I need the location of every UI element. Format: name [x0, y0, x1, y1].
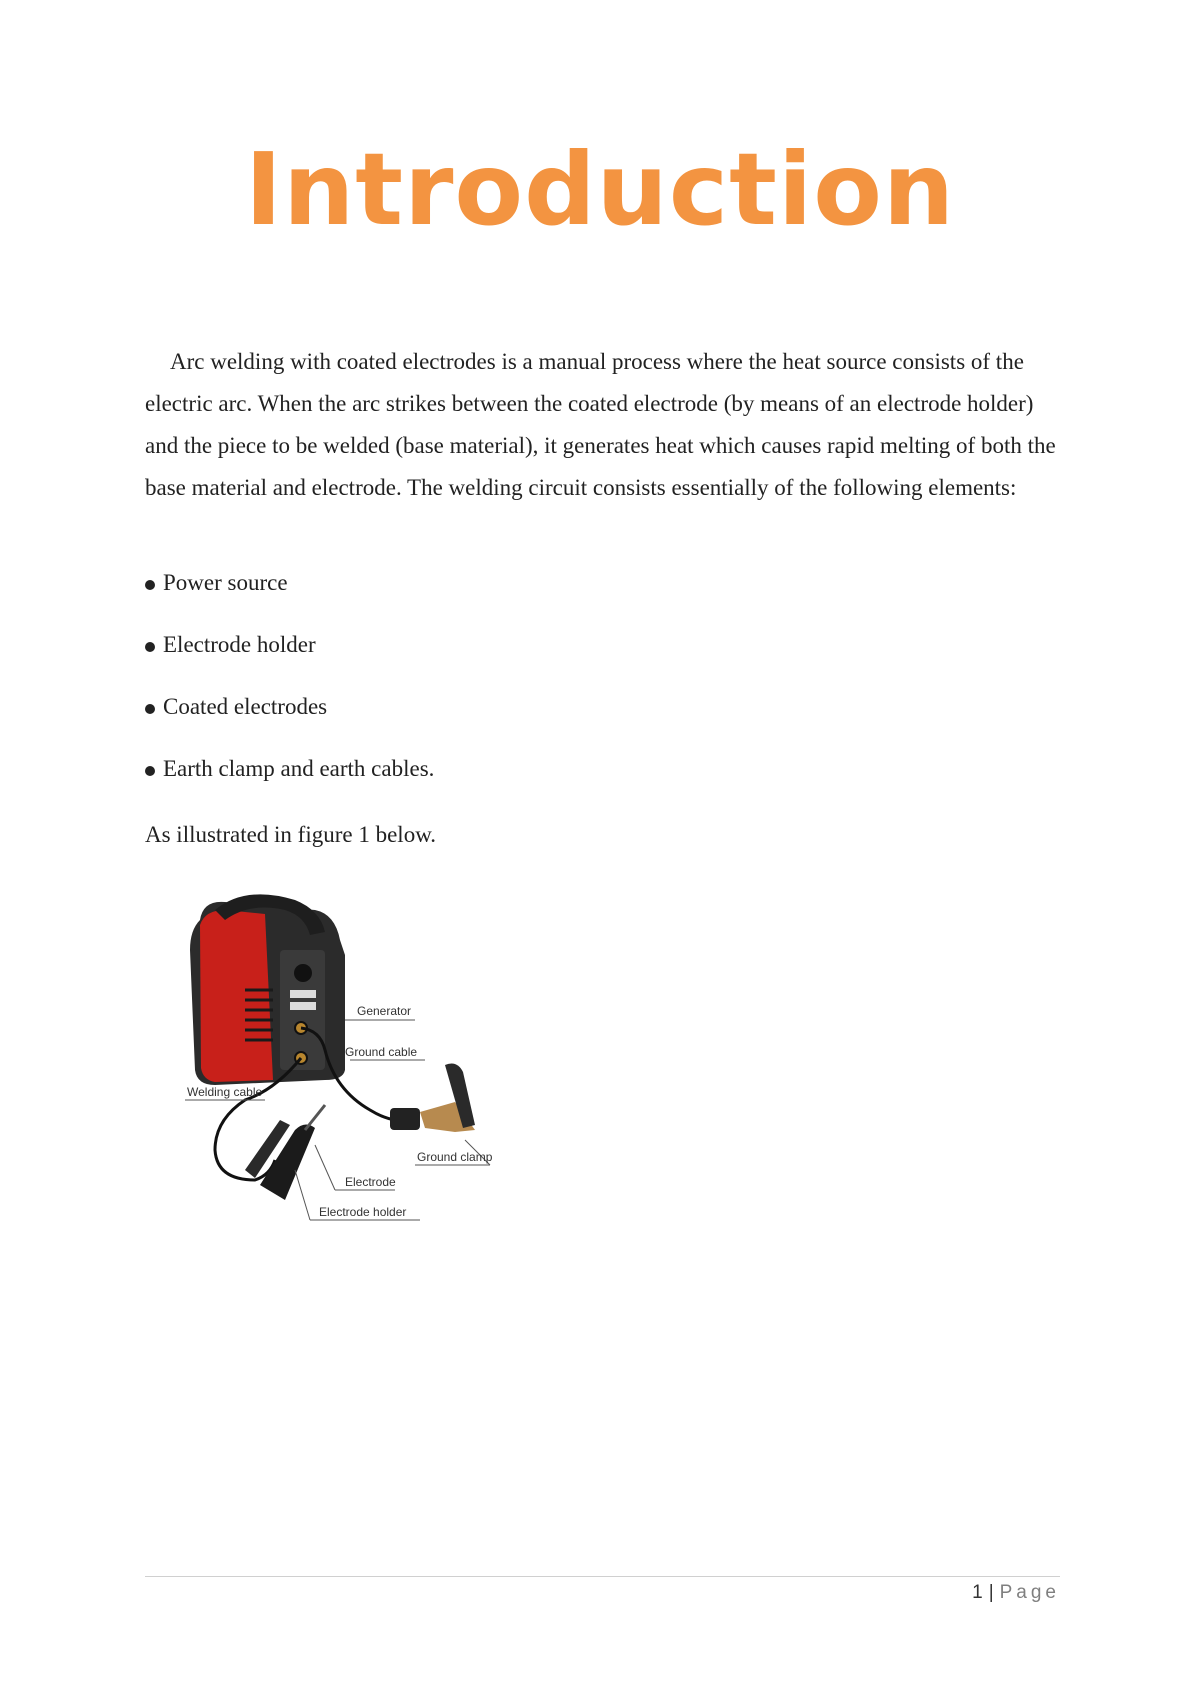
label-electrode-holder: Electrode holder	[319, 1205, 407, 1219]
page-word: Page	[999, 1582, 1060, 1603]
welding-machine-illustration	[190, 894, 345, 1085]
welding-equipment-figure	[145, 880, 545, 1270]
list-item: Electrode holder	[145, 630, 434, 692]
bullet-icon	[145, 704, 155, 714]
page-footer	[972, 1582, 1060, 1604]
bullet-icon	[145, 580, 155, 590]
list-item: Coated electrodes	[145, 692, 434, 754]
page-title: Introduction	[244, 131, 956, 248]
label-generator: Generator	[357, 1004, 412, 1018]
page-number: 1	[972, 1582, 983, 1603]
label-welding-cable: Welding cable	[187, 1085, 263, 1099]
figure-intro: As illustrated in figure 1 below.	[145, 822, 437, 847]
label-electrode: Electrode	[345, 1175, 396, 1189]
intro-paragraph: Arc welding with coated electrodes is a manual process where the heat source consists of the electric arc. When the arc strikes between the coated electrode (by means of an electrode holder) and the piece to be welded (base material), it generates heat which causes rapid melting of both the base material and electrode. The welding circuit consists essentially of the following elements:	[145, 349, 1056, 500]
bullet-icon	[145, 642, 155, 652]
list-item: Power source	[145, 568, 434, 630]
ground-clamp-illustration	[390, 1064, 475, 1132]
footer-separator: |	[988, 1582, 994, 1603]
electrode-holder-illustration	[245, 1105, 325, 1200]
bullet-icon	[145, 766, 155, 776]
label-ground-cable: Ground cable	[345, 1045, 418, 1059]
element-list	[145, 568, 434, 816]
list-item: Earth clamp and earth cables.	[145, 754, 434, 816]
label-ground-clamp: Ground clamp	[417, 1150, 493, 1164]
footer-divider	[145, 1576, 1060, 1577]
